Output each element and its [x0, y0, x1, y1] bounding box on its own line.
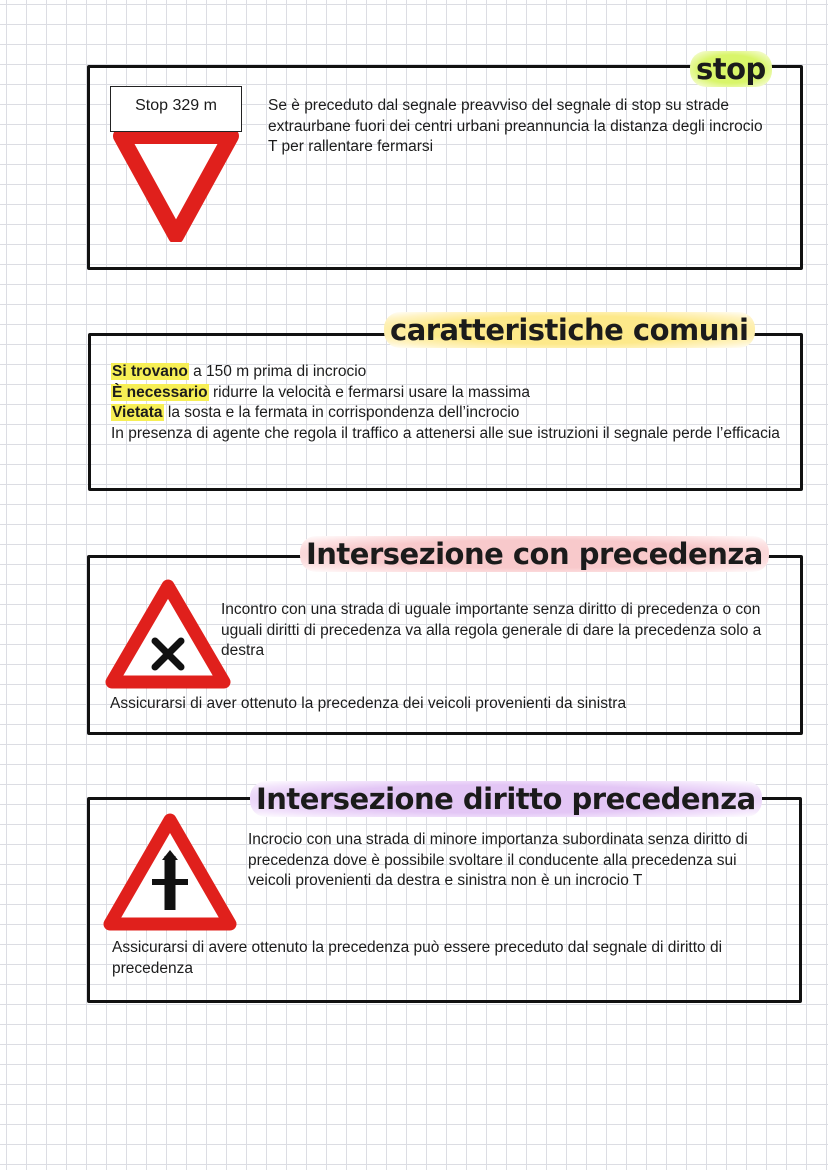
stop-description: Se è preceduto dal segnale preavviso del segnale di stop su strade extraurbane fuori dei centri urbani preannuncia la distanza degli incrocio T per rallentare fermarsi — [268, 97, 763, 155]
line-text: ridurre la velocità e fermarsi usare la massima — [208, 383, 530, 401]
caratteristiche-note: In presenza di agente che regola il traffico a attenersi alle sue istruzioni il segnale perde l’efficacia — [111, 424, 780, 442]
stop-distance-plate: Stop 329 m — [110, 86, 242, 132]
caratteristiche-line — [111, 403, 781, 424]
keyword-highlight: Si trovano — [112, 363, 188, 380]
intersezione-precedenza-note: Assicurarsi di aver ottenuto la precedenza dei veicoli provenienti da sinistra — [110, 695, 627, 712]
intersezione-precedenza-description: Incontro con una strada di uguale importante senza diritto di precedenza o con uguali diritti di precedenza va alla regola generale di dare la precedenza solo a destra — [221, 601, 762, 659]
caratteristiche-line — [111, 383, 781, 404]
intersezione-diritto-description: Incrocio con una strada di minore importanza subordinata senza diritto di precedenza dove è possibile svoltare il conducente alla precedenza sui veicoli provenienti da destra e sinistra non è un incrocio T — [248, 831, 748, 889]
line-text: la sosta e la fermata in corrispondenza dell’incrocio — [163, 404, 520, 421]
caratteristiche-line — [111, 362, 781, 383]
priority-intersection-sign-icon — [102, 812, 238, 932]
stop-heading: stop — [690, 51, 772, 87]
intersezione-diritto-note: Assicurarsi di avere ottenuto la precedenza può essere preceduto dal segnale di diritto di precedenza — [112, 939, 723, 977]
yield-sign-icon — [113, 132, 239, 242]
intersezione-diritto-heading: Intersezione diritto precedenza — [250, 781, 762, 817]
line-text: a 150 m prima di incrocio — [188, 363, 367, 380]
keyword-highlight: Vietata — [112, 404, 163, 421]
keyword-highlight: È necessario — [112, 383, 208, 401]
caratteristiche-heading: caratteristiche comuni — [384, 312, 755, 348]
intersezione-precedenza-heading: Intersezione con precedenza — [300, 536, 769, 572]
crossroads-warning-sign-icon — [104, 578, 232, 690]
caratteristiche-list — [111, 362, 781, 444]
